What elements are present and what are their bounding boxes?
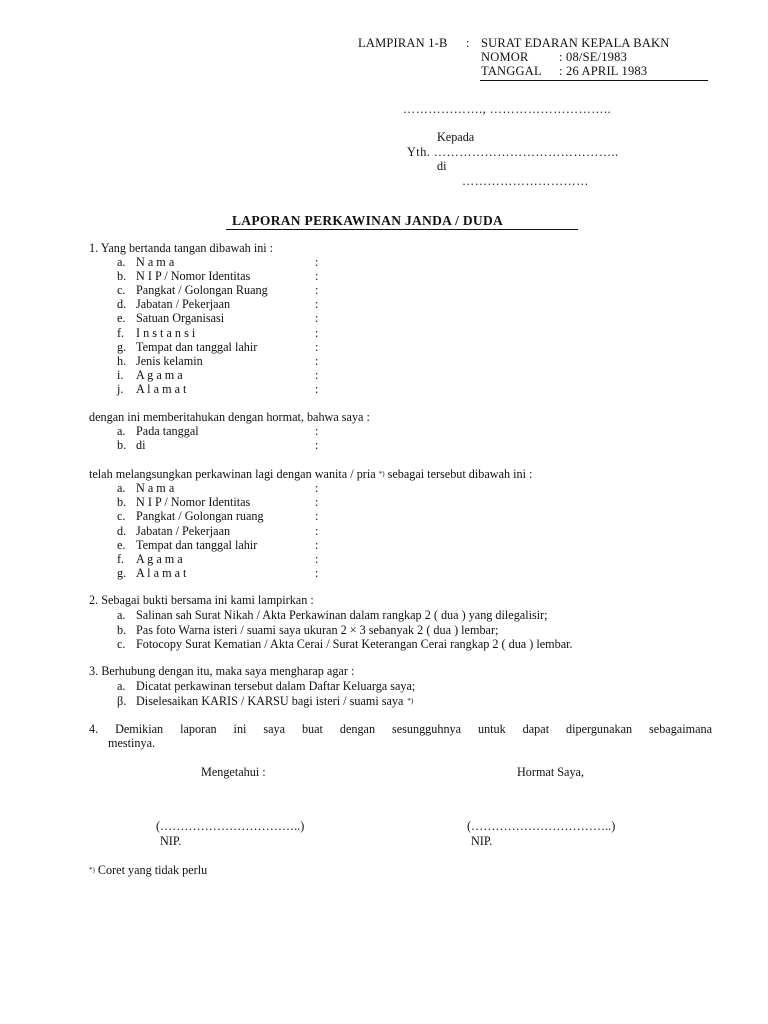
list-item-letter: b. [117,438,127,453]
section2-intro: 2. Sebagai bukti bersama ini kami lampirkan : [89,593,314,607]
section4-line1: 4. Demikian laporan ini saya buat dengan sesungguhnya untuk dapat dipergunakan sebagaimana [89,722,712,736]
attachment-text: Salinan sah Surat Nikah / Akta Perkawinan dalam rangkap 2 ( dua ) yang dilegalisir; [136,608,548,622]
field-label: Pada tanggal [136,424,199,438]
list-item-letter: d. [117,523,127,538]
lampiran-label: LAMPIRAN 1-B [358,36,448,50]
field-label: Pangkat / Golongan ruang [136,509,264,524]
field-label: A l a m a t [136,566,187,581]
request-text-text: Diselesaikan KARIS / KARSU bagi isteri / suami saya [136,693,404,708]
field-colon: : [315,509,319,524]
field-colon: : [315,438,319,453]
field-label: N a m a [136,255,175,269]
field-label: A g a m a [136,552,183,566]
field-colon: : [315,566,319,581]
field-colon: : [315,325,319,340]
field-colon: : [315,339,319,354]
footnote-text: Coret yang tidak perlu [97,863,208,877]
field-label: N I P / Nomor Identitas [136,269,251,284]
left-nip-label: NIP. [160,834,182,848]
field-colon: : [315,297,319,312]
mengetahui-label: Mengetahui : [201,765,266,779]
field-colon: : [315,353,319,368]
list-item-letter: f. [117,552,125,566]
field-colon: : [315,552,319,566]
yth-line: Yth. …………………………………….. [407,145,619,159]
field-colon: : [315,255,319,269]
list-item-letter: h. [117,353,127,368]
list-item-letter: b. [117,495,127,510]
list-item-letter: f. [117,325,125,340]
list-item-letter: i. [117,367,124,382]
kepada-label: Kepada [437,130,475,144]
list-item-letter: g. [117,339,127,354]
list-item-letter: d. [117,297,127,312]
attachment-text: Pas foto Warna isteri / suami saya ukuran 2 × 3 sebanyak 2 ( dua ) lembar; [136,622,499,637]
field-label: A l a m a t [136,381,187,396]
spouse-intro-end: sebagai tersebut dibawah ini : [387,467,533,481]
right-nip-label: NIP. [471,834,493,848]
section3-intro: 3. Berhubung dengan itu, maka saya mengharap agar : [89,664,355,678]
field-label: A g a m a [136,367,183,382]
tanggal-label: TANGGAL [481,64,542,78]
field-label: Pangkat / Golongan Ruang [136,283,268,298]
request-text [136,694,413,708]
list-item-letter: c. [117,637,126,651]
spouse-intro-star: *) [378,470,385,478]
title-underline [226,229,578,230]
nomor-label: NOMOR [481,50,529,64]
di-label: di [437,159,447,173]
field-label: N a m a [136,481,175,495]
tanggal-value: : 26 APRIL 1983 [559,64,648,78]
list-item-letter: c. [117,509,126,524]
spouse-intro [89,467,532,481]
field-colon: : [315,424,319,438]
list-item-letter: β. [117,693,127,708]
list-item-letter: c. [117,283,126,298]
spouse-intro-text: telah melangsungkan perkawinan lagi dengan wanita / pria [89,467,376,481]
field-label: Tempat dan tanggal lahir [136,339,258,354]
nomor-value: : 08/SE/1983 [559,50,628,64]
list-item-letter: a. [117,481,126,495]
list-item-letter: j. [117,381,124,396]
list-item-letter: a. [117,679,126,693]
field-colon: : [315,311,319,326]
field-label: Jenis kelamin [136,353,203,368]
field-colon: : [315,523,319,538]
list-item-letter: b. [117,622,127,637]
footnote-star: *) [89,866,95,874]
field-label: Satuan Organisasi [136,311,225,326]
section1-intro: 1. Yang bertanda tangan dibawah ini : [89,241,274,255]
asterisk-note: *) [407,696,414,705]
hormat-saya-label: Hormat Saya, [517,765,585,779]
field-colon: : [315,481,319,495]
footnote [89,863,207,877]
field-colon: : [315,269,319,284]
header-underline [480,80,708,81]
field-colon: : [315,381,319,396]
list-item-letter: a. [117,608,126,622]
list-item-letter: g. [117,566,127,581]
lampiran-separator: : [466,36,470,50]
field-colon: : [315,495,319,510]
place-date-line: ………………., ……………………….. [403,102,612,116]
list-item-letter: e. [117,311,126,326]
page-title: LAPORAN PERKAWINAN JANDA / DUDA [232,213,504,228]
di-dots: ………………………… [462,174,589,188]
list-item-letter: e. [117,537,126,552]
list-item-letter: a. [117,424,126,438]
field-label: di [136,438,146,453]
request-text: Dicatat perkawinan tersebut dalam Daftar Keluarga saya; [136,679,416,693]
surat-edaran-title: SURAT EDARAN KEPALA BAKN [481,36,670,50]
section4-line2: mestinya. [108,736,156,750]
field-colon: : [315,367,319,382]
list-item-letter: b. [117,269,127,284]
field-colon: : [315,537,319,552]
list-item-letter: a. [117,255,126,269]
left-signature-name: (……………………………..) [156,819,305,833]
attachment-text: Fotocopy Surat Kematian / Akta Cerai / Surat Keterangan Cerai rangkap 2 ( dua ) lembar. [136,637,573,651]
field-label: Jabatan / Pekerjaan [136,523,231,538]
notice-intro: dengan ini memberitahukan dengan hormat, bahwa saya : [89,410,370,424]
field-colon: : [315,283,319,298]
right-signature-name: (……………………………..) [467,819,616,833]
field-label: Tempat dan tanggal lahir [136,537,258,552]
field-label: Jabatan / Pekerjaan [136,297,231,312]
field-label: N I P / Nomor Identitas [136,495,251,510]
field-label: I n s t a n s i [136,325,196,340]
